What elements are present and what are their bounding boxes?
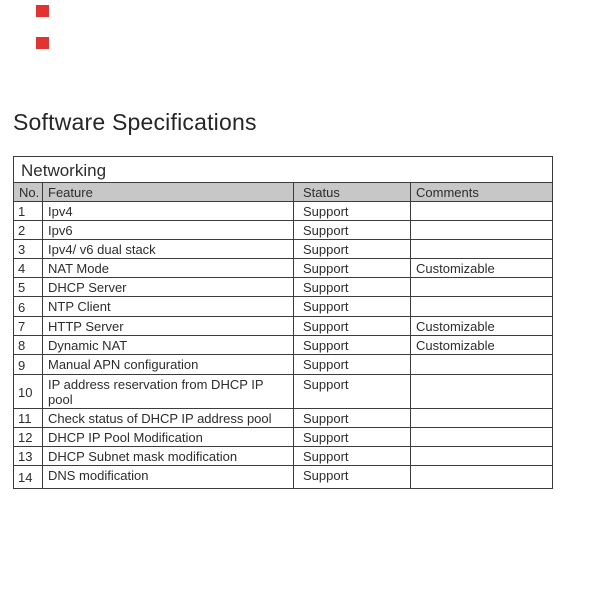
table-row	[14, 447, 553, 466]
table-row	[14, 278, 553, 297]
table-row	[14, 240, 553, 259]
cell-no: 8	[14, 336, 43, 355]
table-row	[14, 317, 553, 336]
cell-no: 10	[14, 375, 43, 409]
red-marker	[36, 5, 49, 17]
cell-status: Support	[294, 447, 411, 466]
cell-comments	[411, 202, 553, 221]
cell-feature: NTP Client	[43, 297, 294, 317]
cell-feature: DNS modification	[43, 466, 294, 489]
table-row	[14, 428, 553, 447]
cell-status: Support	[294, 297, 411, 317]
networking-spec-table	[13, 156, 553, 489]
cell-no: 2	[14, 221, 43, 240]
column-header-feature: Feature	[43, 183, 294, 202]
cell-comments: Customizable	[411, 317, 553, 336]
cell-feature: IP address reservation from DHCP IP pool	[43, 375, 294, 409]
cell-no: 11	[14, 409, 43, 428]
cell-comments	[411, 240, 553, 259]
table-row	[14, 221, 553, 240]
cell-comments: Customizable	[411, 336, 553, 355]
cell-status: Support	[294, 409, 411, 428]
cell-no: 1	[14, 202, 43, 221]
column-header-no: No.	[14, 183, 43, 202]
cell-feature: Ipv4/ v6 dual stack	[43, 240, 294, 259]
cell-feature: Ipv4	[43, 202, 294, 221]
cell-feature: DHCP Server	[43, 278, 294, 297]
cell-status: Support	[294, 428, 411, 447]
cell-no: 5	[14, 278, 43, 297]
cell-status: Support	[294, 355, 411, 375]
table-section-title: Networking	[14, 157, 553, 183]
cell-no: 6	[14, 297, 43, 317]
page-title: Software Specifications	[13, 109, 257, 135]
cell-comments	[411, 447, 553, 466]
cell-comments	[411, 221, 553, 240]
cell-comments	[411, 278, 553, 297]
table-row	[14, 375, 553, 409]
cell-feature: Dynamic NAT	[43, 336, 294, 355]
cell-status: Support	[294, 202, 411, 221]
table-section-row	[14, 157, 553, 183]
table-row	[14, 336, 553, 355]
column-header-comments: Comments	[411, 183, 553, 202]
cell-comments	[411, 409, 553, 428]
cell-status: Support	[294, 336, 411, 355]
cell-no: 3	[14, 240, 43, 259]
cell-status: Support	[294, 240, 411, 259]
cell-comments: Customizable	[411, 259, 553, 278]
cell-feature: HTTP Server	[43, 317, 294, 336]
column-header-status: Status	[294, 183, 411, 202]
table-row	[14, 466, 553, 489]
cell-comments	[411, 428, 553, 447]
cell-feature: Ipv6	[43, 221, 294, 240]
cell-status: Support	[294, 466, 411, 489]
cell-comments	[411, 297, 553, 317]
cell-no: 4	[14, 259, 43, 278]
cell-no: 12	[14, 428, 43, 447]
cell-feature: Manual APN configuration	[43, 355, 294, 375]
table-header-row	[14, 183, 553, 202]
cell-comments	[411, 355, 553, 375]
table-row	[14, 259, 553, 278]
red-marker	[36, 37, 49, 49]
cell-feature: DHCP Subnet mask modification	[43, 447, 294, 466]
cell-feature: NAT Mode	[43, 259, 294, 278]
cell-no: 7	[14, 317, 43, 336]
cell-status: Support	[294, 221, 411, 240]
cell-status: Support	[294, 278, 411, 297]
cell-no: 13	[14, 447, 43, 466]
cell-status: Support	[294, 375, 411, 409]
table-row	[14, 297, 553, 317]
table-row	[14, 409, 553, 428]
table-row	[14, 202, 553, 221]
cell-feature: Check status of DHCP IP address pool	[43, 409, 294, 428]
cell-status: Support	[294, 259, 411, 278]
cell-feature: DHCP IP Pool Modification	[43, 428, 294, 447]
cell-no: 14	[14, 466, 43, 489]
cell-comments	[411, 375, 553, 409]
cell-no: 9	[14, 355, 43, 375]
cell-status: Support	[294, 317, 411, 336]
table-row	[14, 355, 553, 375]
cell-comments	[411, 466, 553, 489]
